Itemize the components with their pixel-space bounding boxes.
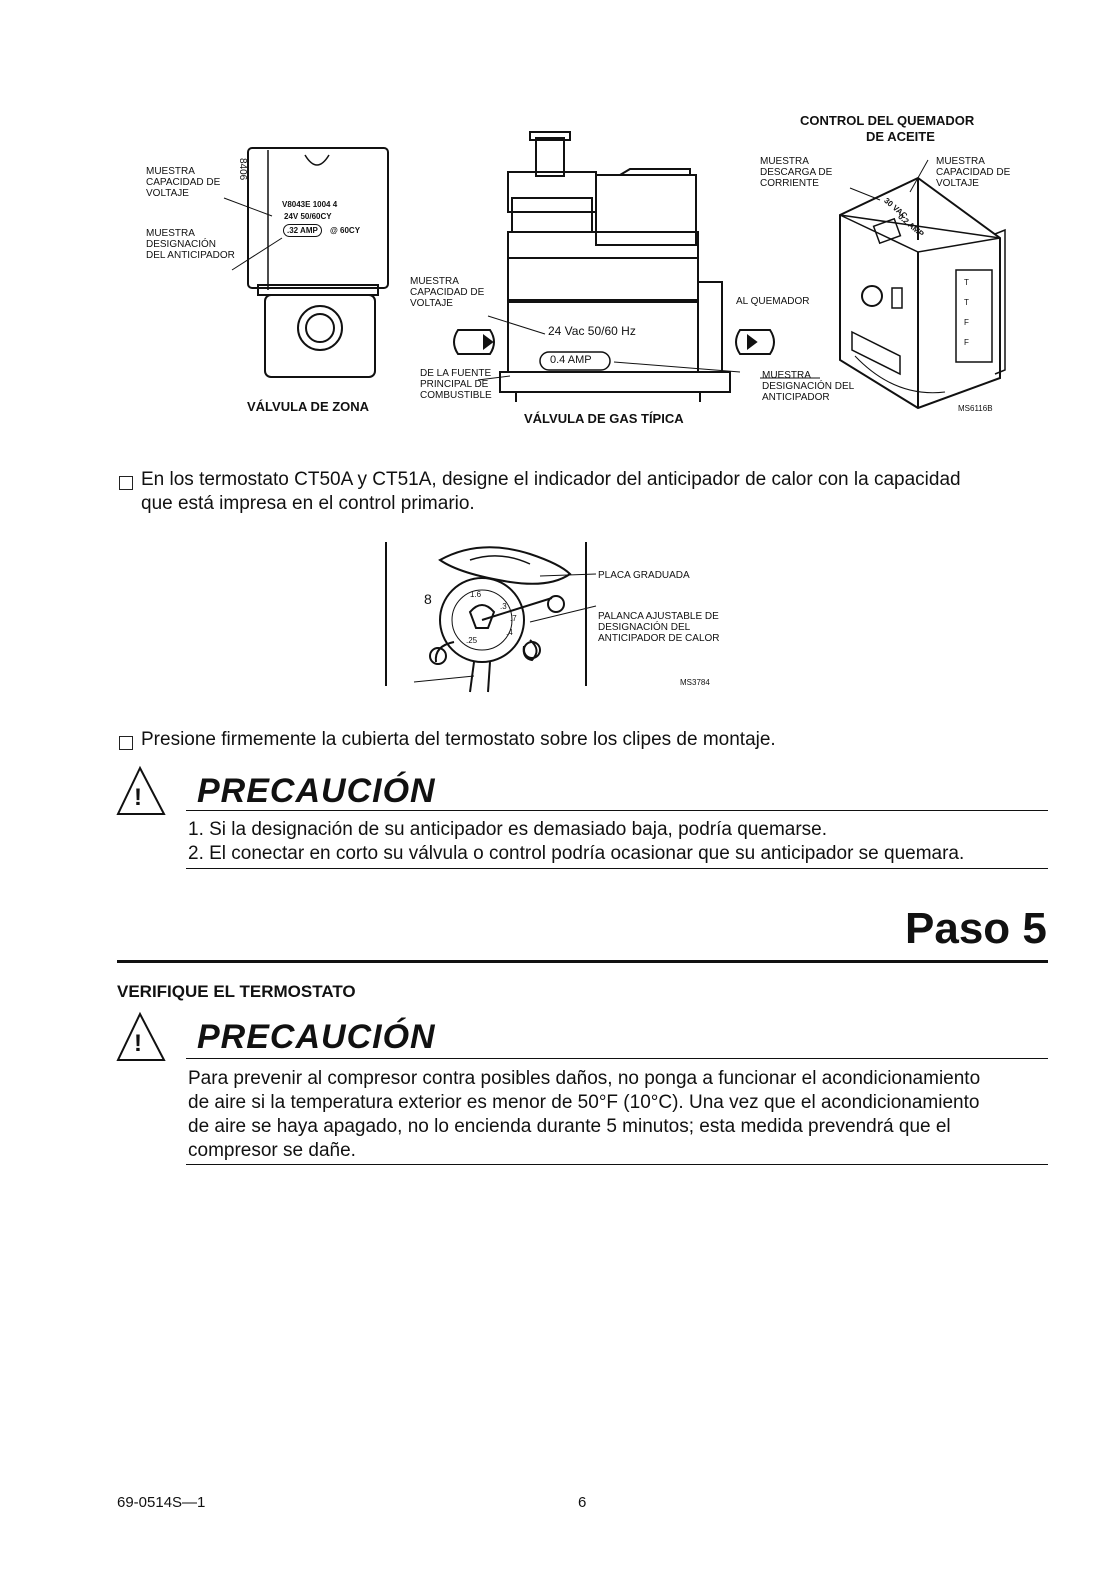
dial-number-8: 8 xyxy=(424,591,432,607)
caution-1-title: PRECAUCIÓN xyxy=(197,772,436,810)
zone-voltage-label: MUESTRA CAPACIDAD DE VOLTAJE xyxy=(146,166,221,199)
dial-plate-label: PLACA GRADUADA xyxy=(598,570,690,581)
caution-1-item-2: 2. El conectar en corto su válvula o control podría ocasionar que su anticipador se quemara. xyxy=(188,843,965,864)
oil-terminal-4: F xyxy=(964,338,969,347)
step-text-1-line2: que está impresa en el control primario. xyxy=(141,493,475,514)
section-heading: VERIFIQUE EL TERMOSTATO xyxy=(117,982,356,1001)
zone-spec-cycle: @ 60CY xyxy=(330,226,361,235)
warning-icon-1: ! xyxy=(134,784,142,811)
caution-2-line-2: de aire si la temperatura exterior es menor de 50°F (10°C). Una vez que el acondicionamiento xyxy=(188,1092,980,1113)
caution-1-item-1: 1. Si la designación de su anticipador es demasiado baja, podría quemarse. xyxy=(188,819,828,840)
oil-terminal-3: F xyxy=(964,318,969,327)
oil-spec-amp: 0.2 AMP xyxy=(896,212,926,239)
caution-2-line-4: compresor se dañe. xyxy=(188,1140,356,1161)
gas-spec-voltage: 24 Vac 50/60 Hz xyxy=(548,324,636,338)
caution-2-title: PRECAUCIÓN xyxy=(197,1018,436,1056)
step-rule xyxy=(117,960,1048,963)
oil-terminal-1: T xyxy=(964,278,969,287)
dial-number-25: .25 xyxy=(466,636,478,645)
step-title: Paso 5 xyxy=(905,904,1047,953)
zone-anticipator-label: MUESTRA DESIGNACIÓN DEL ANTICIPADOR xyxy=(146,228,235,261)
warning-icon-2: ! xyxy=(134,1030,142,1057)
oil-figure-code: MS6116B xyxy=(958,404,993,413)
caution-1-rule-bottom xyxy=(186,868,1048,869)
caution-2-line-1: Para prevenir al compresor contra posibles daños, no ponga a funcionar el acondicionamiento xyxy=(188,1068,981,1089)
oil-control-title-1: CONTROL DEL QUEMADOR xyxy=(800,113,975,128)
step-checkbox-2[interactable] xyxy=(119,736,133,750)
dial-number-3: .3 xyxy=(500,602,507,611)
oil-discharge-label: MUESTRA DESCARGA DE CORRIENTE xyxy=(760,156,833,189)
gas-voltage-label: MUESTRA CAPACIDAD DE VOLTAJE xyxy=(410,276,485,309)
gas-source-label: DE LA FUENTE PRINCIPAL DE COMBUSTIBLE xyxy=(420,368,492,401)
dial-illustration xyxy=(0,0,1110,720)
caution-2-rule-top xyxy=(186,1058,1048,1059)
dial-number-1-6: 1.6 xyxy=(470,590,482,599)
step-text-1-line1: En los termostato CT50A y CT51A, designe el indicador del anticipador de calor con la capacidad xyxy=(141,469,961,490)
dial-figure-code: MS3784 xyxy=(680,678,710,687)
dial-lever-label: PALANCA AJUSTABLE DE DESIGNACIÓN DEL ANTICIPADOR DE CALOR xyxy=(598,611,720,644)
page-number: 6 xyxy=(578,1494,587,1511)
dial-number-4: .4 xyxy=(506,628,513,637)
oil-voltage-label: MUESTRA CAPACIDAD DE VOLTAJE xyxy=(936,156,1011,189)
zone-spec-amp: .32 AMP xyxy=(283,224,322,237)
oil-control-title-2: DE ACEITE xyxy=(866,129,935,144)
zone-plate-number: 8406 xyxy=(237,158,248,181)
zone-spec-voltage: 24V 50/60CY xyxy=(284,212,332,221)
caution-2-line-3: de aire se haya apagado, no lo encienda durante 5 minutos; esta medida prevendrá que el xyxy=(188,1116,951,1137)
caution-2-rule-bottom xyxy=(186,1164,1048,1165)
oil-spec-vac: 30 VAC xyxy=(882,196,910,221)
zone-spec-model: V8043E 1004 4 xyxy=(282,200,338,209)
gas-anticipator-label: MUESTRA DESIGNACIÓN DEL ANTICIPADOR xyxy=(762,370,854,403)
gas-valve-caption: VÁLVULA DE GAS TÍPICA xyxy=(524,411,684,426)
oil-terminal-2: T xyxy=(964,298,969,307)
caution-1-rule-top xyxy=(186,810,1048,811)
gas-burner-label: AL QUEMADOR xyxy=(736,296,810,307)
zone-valve-caption: VÁLVULA DE ZONA xyxy=(247,399,370,414)
step-text-2: Presione firmemente la cubierta del termostato sobre los clipes de montaje. xyxy=(141,729,776,750)
gas-spec-amp: 0.4 AMP xyxy=(550,354,592,366)
dial-number-7: .7 xyxy=(510,614,517,623)
document-number: 69-0514S—1 xyxy=(117,1494,206,1511)
